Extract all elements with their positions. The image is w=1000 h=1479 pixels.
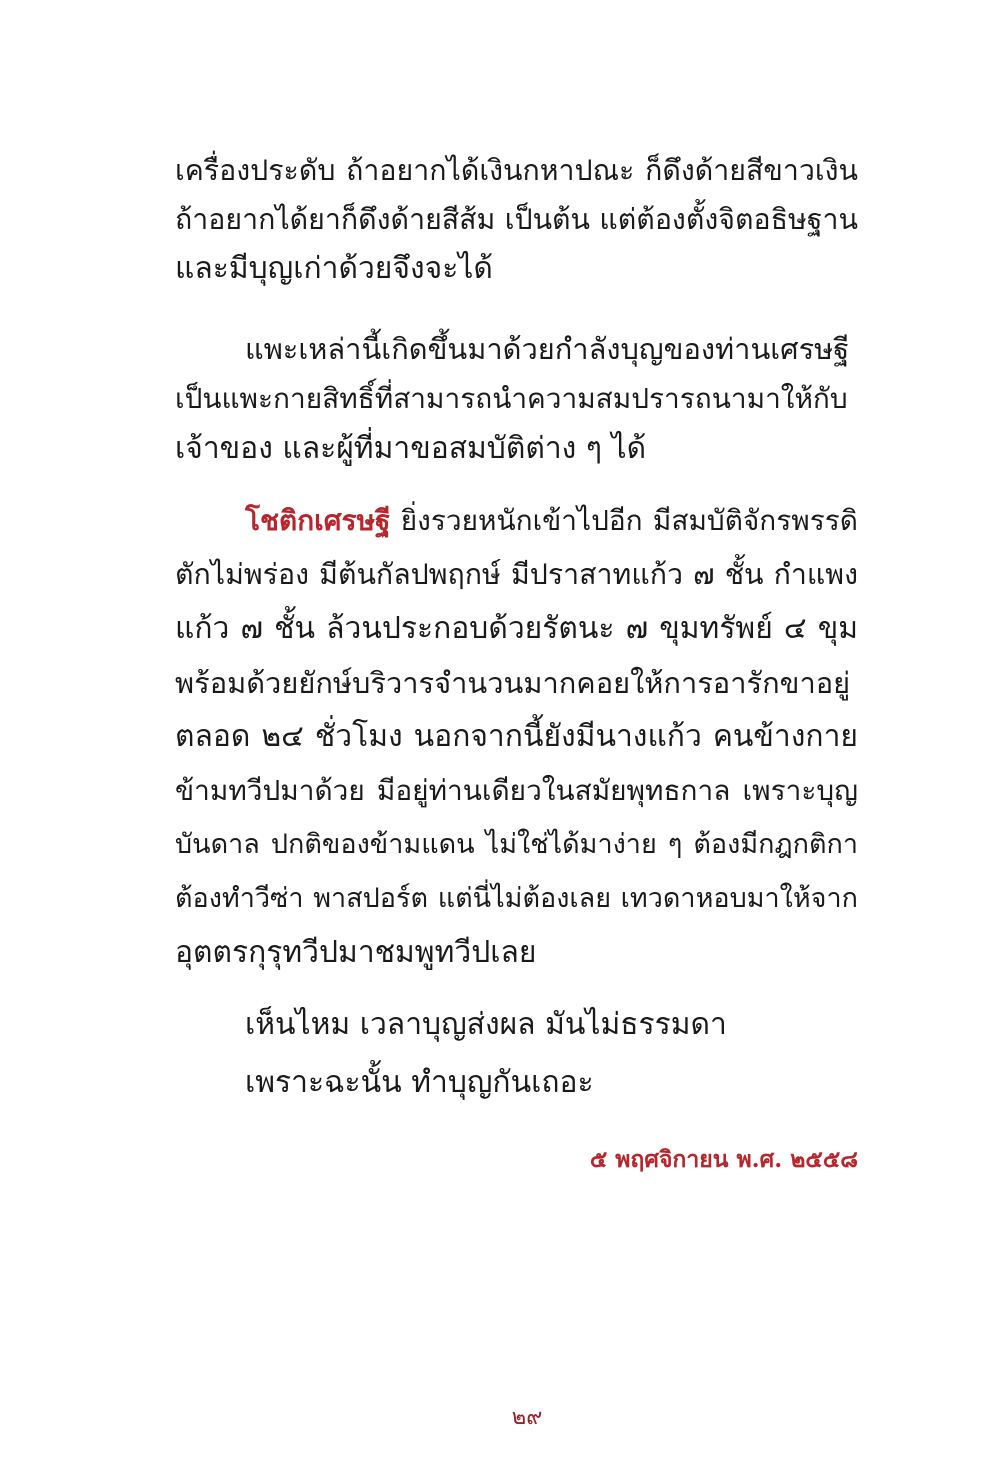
paragraph-line: เครื่องประดับ ถ้าอยากได้เงินกหาปณะ ก็ดึงด้ายสีขาวเงิน [175, 154, 858, 187]
paragraph-3 [175, 494, 858, 980]
paragraph-1 [175, 146, 858, 293]
paragraph-line: บันดาล ปกติของข้ามแดน ไม่ใช่ได้มาง่าย ๆ ต้องมีกฎกติกา [175, 829, 858, 860]
paragraph-line: ข้ามทวีปมาด้วย มีอยู่ท่านเดียวในสมัยพุทธกาล เพราะบุญ [175, 774, 858, 807]
paragraph-line: และมีบุญเก่าด้วยจึงจะได้ [175, 251, 493, 286]
paragraph-line: แพะเหล่านี้เกิดขึ้นมาด้วยกำลังบุญของท่านเศรษฐี [245, 332, 850, 366]
paragraph-2 [175, 324, 858, 474]
paragraph-line: เป็นแพะกายสิทธิ์ที่สามารถนำความสมปรารถนามาให้กับ [175, 382, 848, 415]
closing-line: เพราะฉะนั้น ทำบุญกันเถอะ [245, 1065, 594, 1100]
paragraph-line: แก้ว ๗ ชั้น ล้วนประกอบด้วยรัตนะ ๗ ขุมทรัพย์ ๔ ขุม [175, 611, 858, 646]
highlighted-name: โชติกเศรษฐี [245, 504, 391, 537]
closing-lines [175, 996, 858, 1112]
paragraph-line [175, 494, 858, 548]
closing-line: เห็นไหม เวลาบุญส่งผล มันไม่ธรรมดา [245, 1007, 727, 1042]
paragraph-line: ตลอด ๒๔ ชั่วโมง นอกจากนี้ยังมีนางแก้ว คนข้างกาย [175, 719, 858, 754]
paragraph-line: พร้อมด้วยยักษ์บริวารจำนวนมากคอยให้การอารักขาอยู่ [175, 666, 851, 700]
date-block [175, 1143, 858, 1177]
paragraph-line: อุตตรกุรุทวีปมาชมพูทวีปเลย [175, 935, 537, 970]
date-text: ๕ พฤศจิกายน พ.ศ. ๒๕๕๘ [589, 1146, 858, 1173]
paragraph-line-rest: ยิ่งรวยหนักเข้าไปอีก มีสมบัติจักรพรรดิ [400, 504, 858, 537]
paragraph-line: ถ้าอยากได้ยาก็ดึงด้ายสีส้ม เป็นต้น แต่ต้องตั้งจิตอธิษฐาน [175, 203, 858, 236]
paragraph-line: ตักไม่พร่อง มีต้นกัลปพฤกษ์ มีปราสาทแก้ว ๗ ชั้น กำแพง [175, 558, 858, 591]
paragraph-line: เจ้าของ และผู้ที่มาขอสมบัติต่าง ๆ ได้ [175, 431, 647, 466]
page-number: ๒๙ [511, 1405, 543, 1430]
paragraph-line: ต้องทำวีซ่า พาสปอร์ต แต่นี่ไม่ต้องเลย เทวดาหอบมาให้จาก [175, 883, 858, 914]
